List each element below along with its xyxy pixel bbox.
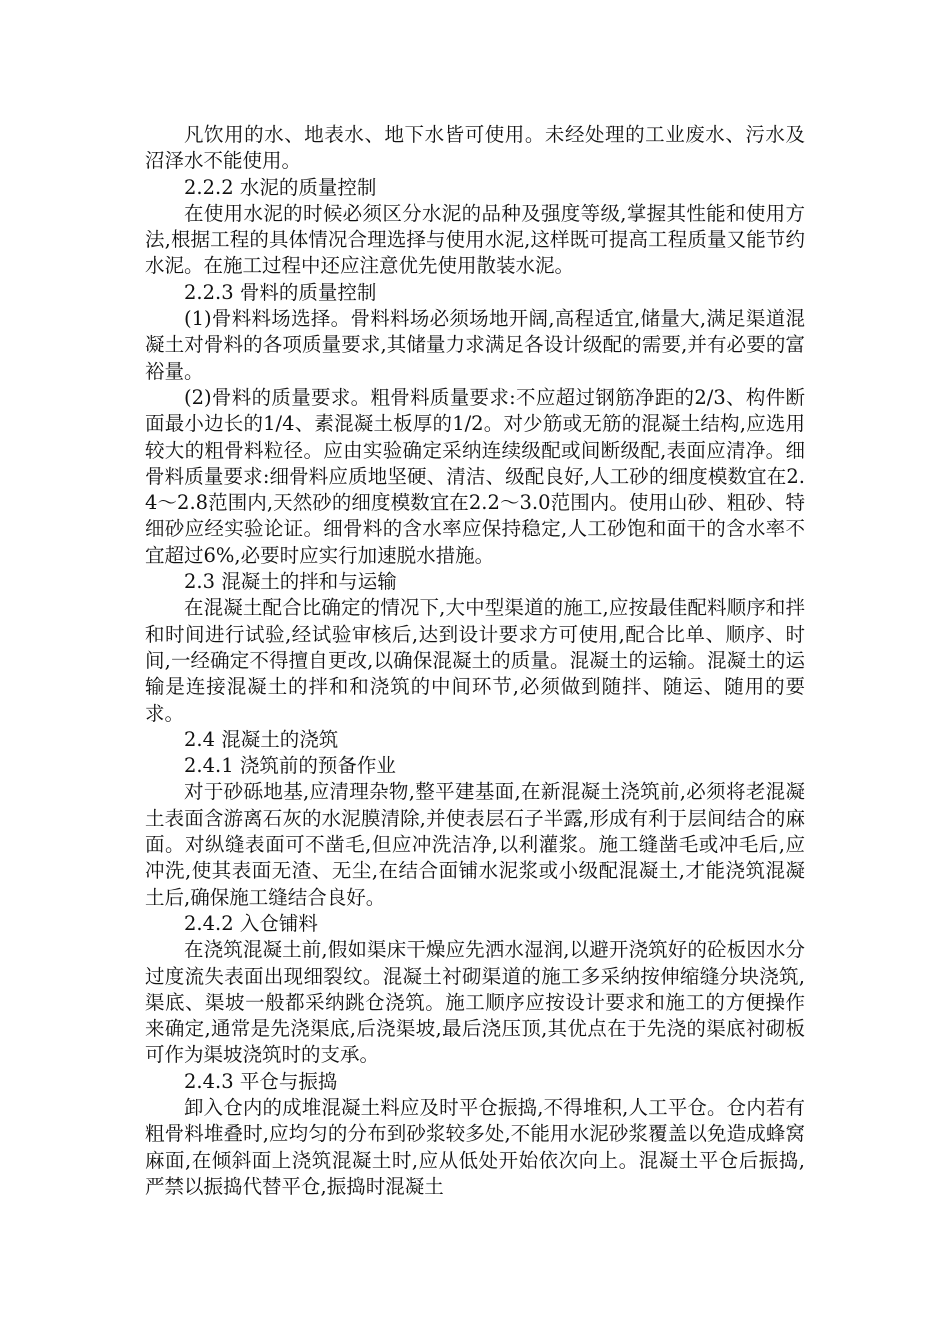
heading-2-2-3: 2.2.3 骨料的质量控制 [184, 280, 377, 304]
paragraph-water: 凡饮用的水、地表水、地下水皆可使用。未经处理的工业废水、污水及沼泽水不能使用。 [145, 123, 805, 173]
paragraph-mixing-transport: 在混凝土配合比确定的情况下,大中型渠道的施工,应按最佳配料顺序和拌和时间进行试验,经试验审核后,达到设计要求方可使用,配合比单、顺序、时间,一经确定不得擅自更改,以确保混凝土的质量。混凝土的运输。混凝土的运输是连接混凝土的拌和和浇筑的中间环节,必须做到随拌、随运、随用的要求。 [145, 596, 805, 725]
heading-2-4: 2.4 混凝土的浇筑 [184, 727, 339, 751]
paragraph-preparation: 对于砂砾地基,应清理杂物,整平建基面,在新混凝土浇筑前,必须将老混凝土表面含游离石灰的水泥膜清除,并使表层石子半露,形成有利于层间结合的麻面。对纵缝表面可不凿毛,但应冲洗洁净,以利灌浆。施工缝凿毛或冲毛后,应冲洗,使其表面无渣、无尘,在结合面铺水泥浆或小级配混凝土,才能浇筑混凝土后,确保施工缝结合良好。 [145, 780, 805, 909]
heading-2-3: 2.3 混凝土的拌和与运输 [184, 570, 397, 594]
heading-2-4-1: 2.4.1 浇筑前的预备作业 [184, 754, 396, 778]
document-body [145, 122, 805, 1200]
paragraph-aggregate-quality: (2)骨料的质量要求。粗骨料质量要求:不应超过钢筋净距的2/3、构件断面最小边长的1/4、素混凝土板厚的1/2。对少筋或无筋的混凝土结构,应选用较大的粗骨料粒径。应由实验确定采纳连续级配或间断级配,表面应清净。细骨料质量要求:细骨料应质地坚硬、清洁、级配良好,人工砂的细度模数宜在2.4～2.8范围内,天然砂的细度模数宜在2.2～3.0范围内。使用山砂、粗砂、特细砂应经实验论证。细骨料的含水率应保持稳定,人工砂饱和面干的含水率不宜超过6%,必要时应实行加速脱水措施。 [145, 385, 805, 567]
paragraph-leveling-vibrating: 卸入仓内的成堆混凝土料应及时平仓振捣,不得堆积,人工平仓。仓内若有粗骨料堆叠时,应均匀的分布到砂浆较多处,不能用水泥砂浆覆盖以免造成蜂窝麻面,在倾斜面上浇筑混凝土时,应从低处开始依次向上。混凝土平仓后振捣,严禁以振捣代替平仓,振捣时混凝土 [145, 1095, 805, 1198]
paragraph-aggregate-site: (1)骨料料场选择。骨料料场必须场地开阔,高程适宜,储量大,满足渠道混凝土对骨料的各项质量要求,其储量力求满足各设计级配的需要,并有必要的富裕量。 [145, 307, 805, 383]
heading-2-4-3: 2.4.3 平仓与振捣 [184, 1069, 338, 1093]
paragraph-placing: 在浇筑混凝土前,假如渠床干燥应先洒水湿润,以避开浇筑好的砼板因水分过度流失表面出现细裂纹。混凝土衬砌渠道的施工多采纳按伸缩缝分块浇筑,渠底、渠坡一般都采纳跳仓浇筑。施工顺序应按设计要求和施工的方便操作来确定,通常是先浇渠底,后浇渠坡,最后浇压顶,其优点在于先浇的渠底衬砌板可作为渠坡浇筑时的支承。 [145, 938, 805, 1067]
heading-2-4-2: 2.4.2 入仓铺料 [184, 911, 318, 935]
paragraph-cement: 在使用水泥的时候必须区分水泥的品种及强度等级,掌握其性能和使用方法,根据工程的具体情况合理选择与使用水泥,这样既可提高工程质量又能节约水泥。在施工过程中还应注意优先使用散装水泥。 [145, 201, 805, 278]
heading-2-2-2: 2.2.2 水泥的质量控制 [184, 175, 377, 199]
